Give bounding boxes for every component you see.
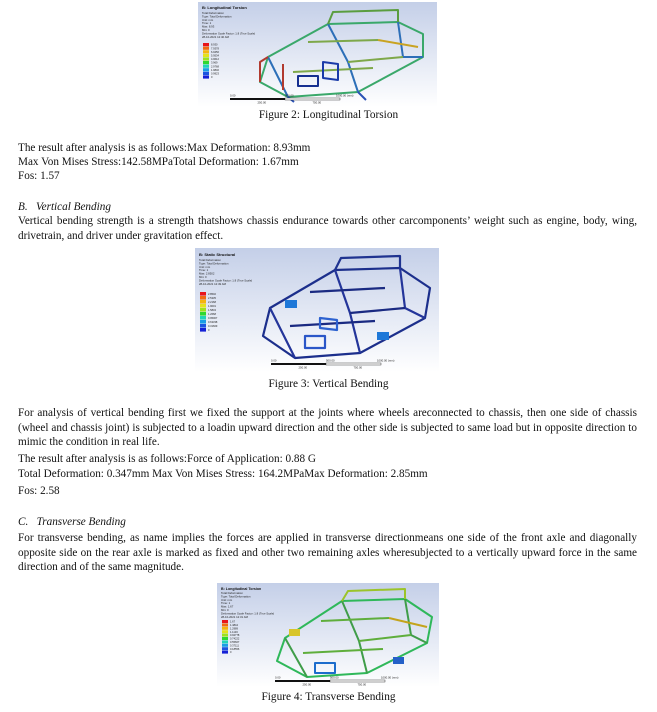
- scale-label: 0.00: [271, 358, 277, 363]
- legend-value: 1.9846: [211, 68, 219, 72]
- legend-value: 8.930: [211, 43, 218, 47]
- legend-swatch: [222, 634, 228, 637]
- legend-value: 1.5834: [208, 309, 216, 312]
- info-line: Unit: mm: [202, 17, 214, 22]
- legend-swatch: [200, 300, 206, 304]
- legend-value: 0: [211, 76, 213, 80]
- support-marker: [377, 332, 389, 340]
- legend-value: 0: [230, 651, 232, 655]
- figure-3-image: [195, 248, 439, 372]
- info-line: Type: Total Deformation: [202, 14, 232, 19]
- legend-swatch: [222, 620, 228, 623]
- legend-swatch: [200, 304, 206, 308]
- scale-label: 250.00: [302, 682, 312, 687]
- scale-label: 1000.00 (mm): [381, 675, 399, 680]
- legend-swatch: [203, 68, 209, 71]
- info-line: Deformation Scale Factor: 1.8 (True Scale): [199, 278, 253, 283]
- scale-label: 500.00: [330, 675, 339, 680]
- legend-value: 3.969: [211, 61, 218, 65]
- scale-label: 250.00: [257, 100, 267, 105]
- legend-swatch: [203, 50, 209, 53]
- legend-value: 1.4844: [230, 623, 238, 627]
- legend-value: 1.1133: [230, 630, 238, 634]
- info-line: Type: Total Deformation: [199, 261, 229, 266]
- vertical-results-fos: Fos: 2.58: [18, 485, 60, 497]
- legend-swatch: [203, 72, 209, 75]
- results-line-1: The result after analysis is as follows:Max Deformation: 8.93mm: [18, 142, 311, 154]
- info-line: 28-10-2021 12:49 AM: [199, 281, 226, 286]
- legend-value: 0.55667: [230, 640, 240, 644]
- legend-value: 0.92778: [230, 634, 240, 638]
- legend-swatch: [200, 308, 206, 312]
- figure-4-caption: Figure 4: Transverse Bending: [261, 691, 396, 703]
- info-line: Total Deformation: [202, 11, 224, 15]
- info-line: Max: 1.67: [221, 604, 234, 609]
- legend-swatch: [203, 75, 209, 78]
- legend-value: 2.2168: [208, 301, 216, 304]
- legend-value: 2.8502: [208, 293, 216, 296]
- legend-swatch: [222, 623, 228, 626]
- section-c-title: Transverse Bending: [36, 516, 126, 528]
- legend-swatch: [203, 57, 209, 60]
- section-c-heading: [18, 515, 126, 529]
- legend-swatch: [200, 316, 206, 320]
- legend-value: 2.9768: [211, 65, 219, 69]
- scale-label: 1000.00 (mm): [377, 358, 395, 363]
- legend-value: 0.63338: [208, 321, 218, 324]
- legend-title: B: Longitudinal Torsion: [202, 5, 247, 10]
- fea-plot-longitudinal-torsion: [198, 2, 437, 107]
- figure-2-image: [198, 2, 437, 107]
- section-b-title: Vertical Bending: [36, 201, 111, 213]
- legend-value: 0: [208, 329, 210, 332]
- legend-title: B: Longitudinal Torsion: [221, 587, 262, 591]
- legend-value: 0.31669: [208, 325, 218, 328]
- legend-value: 5.9534: [211, 54, 219, 58]
- legend-swatch: [203, 61, 209, 64]
- scale-label: 0.00: [275, 675, 281, 680]
- legend-value: 2.5335: [208, 297, 216, 300]
- legend-swatch: [200, 292, 206, 296]
- legend-swatch: [203, 65, 209, 68]
- figure-3-caption: Figure 3: Vertical Bending: [268, 378, 389, 390]
- vertical-results-line-1: The result after analysis is as follows:Force of Application: 0.88 G: [18, 453, 316, 465]
- info-line: Max: 8.93: [202, 24, 215, 29]
- legend-value: 7.9378: [211, 47, 219, 51]
- fea-plot-transverse-bending: [217, 583, 439, 687]
- legend-swatch: [200, 296, 206, 300]
- info-line: Min: 0: [202, 28, 210, 32]
- info-line: Type: Total Deformation: [221, 594, 251, 599]
- support-marker: [285, 300, 297, 308]
- legend-swatch: [222, 630, 228, 633]
- legend-swatch: [203, 47, 209, 50]
- legend-swatch: [222, 651, 228, 654]
- legend-value: 6.9456: [211, 50, 219, 54]
- legend-value: 0.37111: [230, 644, 239, 648]
- legend-swatch: [200, 328, 206, 332]
- legend-swatch: [222, 644, 228, 647]
- legend-swatch: [222, 647, 228, 650]
- scale-label: 750.00: [357, 682, 367, 687]
- scale-label: 500.00: [326, 358, 335, 363]
- legend-swatch: [222, 637, 228, 640]
- info-line: 28-10-2021 12:31 AM: [221, 614, 248, 619]
- legend-value: 1.2668: [208, 313, 216, 316]
- info-line: Deformation Scale Factor: 1.8 (True Scale): [202, 31, 256, 36]
- legend-value: 1.67: [230, 620, 236, 624]
- legend-value: 0.74222: [230, 637, 240, 641]
- section-b-paragraph: Vertical bending strength is a strength thatshows chassis endurance towards other carcomponents’ weight such as engine, body, wing, drivetrain, and driver under gravitation effect.: [18, 215, 637, 242]
- scale-label: 250.00: [298, 365, 308, 370]
- info-line: Time: 1: [202, 21, 212, 26]
- support-marker: [393, 657, 404, 664]
- vertical-results-line-2: Total Deformation: 0.347mm Max Von Mises Stress: 164.2MPaMax Deformation: 2.85mm: [18, 468, 428, 480]
- legend-swatch: [203, 43, 209, 46]
- info-line: Time: 1: [221, 601, 231, 606]
- legend-swatch: [222, 627, 228, 630]
- scale-label: 750.00: [312, 100, 322, 105]
- legend-swatch: [200, 320, 206, 324]
- legend-swatch: [200, 312, 206, 316]
- figure-4-image: [217, 583, 439, 687]
- legend-title: B: Static Structural: [199, 252, 236, 257]
- info-line: Deformation Scale Factor: 1.8 (True Scale): [221, 611, 275, 616]
- legend-swatch: [203, 54, 209, 57]
- info-line: Total Deformation: [199, 258, 221, 262]
- info-line: Min: 0: [221, 608, 229, 612]
- info-line: Min: 0: [199, 275, 207, 279]
- legend-swatch: [222, 640, 228, 643]
- legend-swatch: [200, 324, 206, 328]
- results-line-2: Max Von Mises Stress:142.58MPaTotal Deformation: 1.67mm: [18, 156, 299, 168]
- legend-value: 1.9001: [208, 305, 216, 308]
- support-marker: [289, 629, 300, 636]
- info-line: Total Deformation: [221, 591, 243, 595]
- legend-value: 1.2989: [230, 627, 238, 631]
- legend-value: 0.9923: [211, 72, 219, 76]
- info-line: Max: 2.8502: [199, 271, 215, 276]
- info-line: 28-10-2021 12:40 AM: [202, 34, 229, 39]
- scale-label: 500.00: [285, 93, 294, 98]
- scale-label: 750.00: [353, 365, 363, 370]
- info-line: Time: 1: [199, 268, 209, 273]
- figure-2-caption: Figure 2: Longitudinal Torsion: [258, 109, 399, 121]
- section-b-label: B.: [18, 201, 28, 213]
- legend-value: 0.95007: [208, 317, 218, 320]
- scale-label: 0.00: [230, 93, 236, 98]
- fea-plot-vertical-bending: [195, 248, 439, 372]
- results-fos: Fos: 1.57: [18, 170, 60, 182]
- section-c-paragraph: For transverse bending, as name implies the forces are applied in transverse directionmeans one side of the front axle and diagonally opposite side on the rear axle is marked as fixed and other two remaining axles wheresubjected to a vertically upward force in the same direction and of the same magnitude.: [18, 532, 637, 574]
- section-b-heading: [18, 200, 111, 214]
- vertical-analysis-paragraph: For analysis of vertical bending first we fixed the support at the joints where wheels areconnected to chassis, then one side of chassis (wheel and chassis joint) is subjected to a loadin upward direction and the other side is subjected to same load but in opposite direction to mimic the condition in real life.: [18, 407, 637, 449]
- legend-value: 0.18556: [230, 647, 240, 651]
- legend-value: 4.9612: [211, 58, 219, 62]
- info-line: Unit: mm: [221, 597, 233, 602]
- section-c-label: C.: [18, 516, 29, 528]
- info-line: Unit: mm: [199, 264, 211, 269]
- scale-label: 1000.00 (mm): [336, 93, 354, 98]
